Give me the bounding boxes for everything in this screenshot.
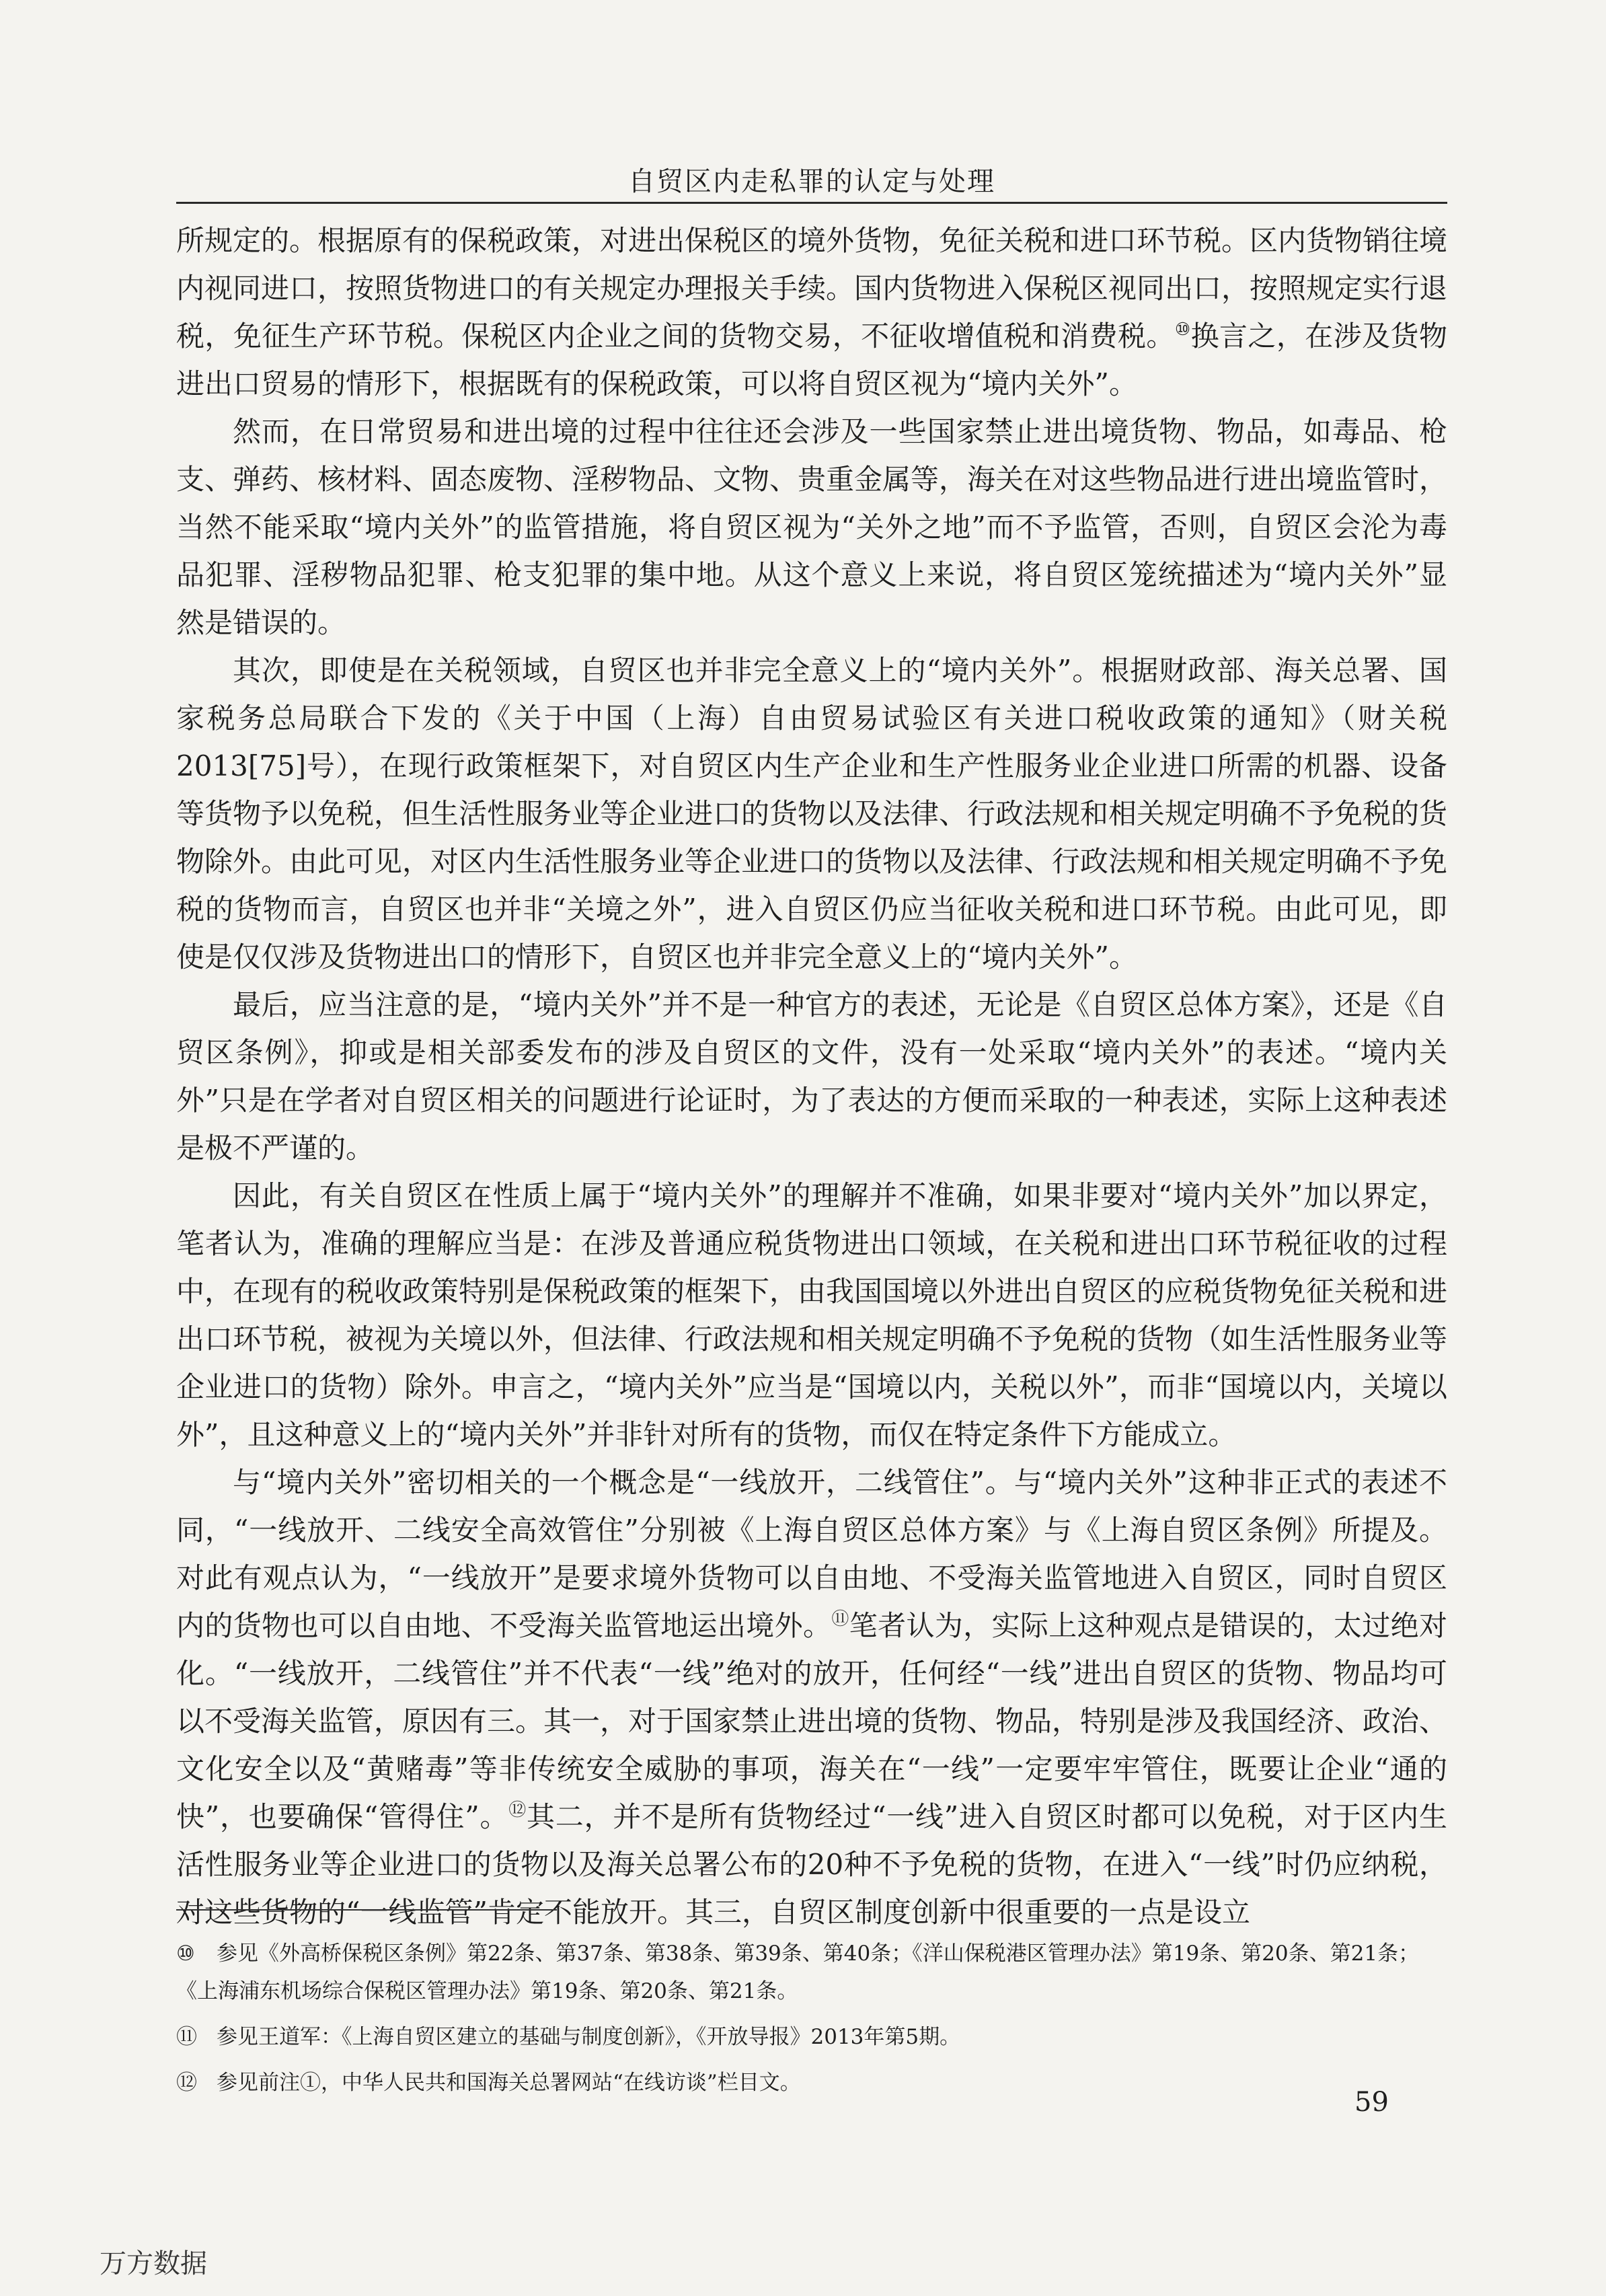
paragraph-text: 笔者认为，实际上这种观点是错误的，太过绝对化。“一线放开，二线管住”并不代表“一线”绝对的放开，任何经“一线”进出自贸区的货物、物品均可以不受海关监管，原因有三。其一，对于国家禁止进出境的货物、物品，特别是涉及我国经济、政治、文化安全以及“黄赌毒”等非传统安全威胁的事项，海关在“一线”一定要牢牢管住，既要让企业“通的快”，也要确保“管得住”。	[176, 1609, 1448, 1833]
header-rule	[176, 202, 1447, 204]
paragraph	[176, 408, 1447, 646]
paragraph-text: 换言之，在涉及货物进出口贸易的情形下，根据既有的保税政策，可以将自贸区视为“境内关外”。	[176, 320, 1447, 400]
footnote	[176, 2064, 1447, 2102]
paragraph-text: 其二，并不是所有货物经过“一线”进入自贸区时都可以免税，对于区内生活性服务业等企业进口的货物以及海关总署公布的20种不予免税的货物，在进入“一线”时仍应纳税，对这些货物的“一线监管”肯定不能放开。其三，自贸区制度创新中很重要的一点是设立	[176, 1800, 1447, 1929]
footnote-text: 参见王道军：《上海自贸区建立的基础与制度创新》，《开放导报》2013年第5期。	[217, 2025, 961, 2049]
paragraph-text: 然而，在日常贸易和进出境的过程中往往还会涉及一些国家禁止进出境货物、物品，如毒品、枪支、弹药、核材料、固态废物、淫秽物品、文物、贵重金属等，海关在对这些物品进行进出境监管时，当然不能采取“境内关外”的监管措施，将自贸区视为“关外之地”而不予监管，否则，自贸区会沦为毒品犯罪、淫秽物品犯罪、枪支犯罪的集中地。从这个意义上来说，将自贸区笼统描述为“境内关外”显然是错误的。	[176, 415, 1448, 639]
footnote-ref[interactable]: ⑪	[831, 1609, 849, 1629]
paragraph	[176, 1458, 1447, 1936]
footnote-mark: ⑪	[176, 2025, 197, 2049]
footnote-ref[interactable]: ⑩	[1174, 320, 1191, 340]
footnote-mark: ⑫	[176, 2071, 197, 2095]
paragraph-text: 因此，有关自贸区在性质上属于“境内关外”的理解并不准确，如果非要对“境内关外”加以界定，笔者认为，准确的理解应当是：在涉及普通应税货物进出口领域，在关税和进出口环节税征收的过程中，在现有的税收政策特别是保税政策的框架下，由我国国境以外进出自贸区的应税货物免征关税和进出口环节税，被视为关境以外，但法律、行政法规和相关规定明确不予免税的货物（如生活性服务业等企业进口的货物）除外。申言之，“境内关外”应当是“国境以内，关税以外”，而非“国境以内，关境以外”，且这种意义上的“境内关外”并非针对所有的货物，而仅在特定条件下方能成立。	[176, 1179, 1448, 1451]
page-number: 59	[1354, 2087, 1389, 2118]
paragraph	[176, 981, 1447, 1172]
footnote	[176, 2018, 1447, 2056]
paragraph-text: 与“境内关外”密切相关的一个概念是“一线放开，二线管住”。与“境内关外”这种非正式的表述不同，“一线放开、二线安全高效管住”分别被《上海自贸区总体方案》与《上海自贸区条例》所提及。对此有观点认为，“一线放开”是要求境外货物可以自由地、不受海关监管地进入自贸区，同时自贸区内的货物也可以自由地、不受海关监管地运出境外。	[176, 1466, 1447, 1642]
footnote-rule	[176, 1909, 557, 1911]
footnotes	[176, 1935, 1447, 2110]
footnote-text: 参见前注①，中华人民共和国海关总署网站“在线访谈”栏目文。	[217, 2071, 801, 2095]
body-text	[176, 217, 1447, 1936]
paragraph	[176, 646, 1447, 981]
paragraph	[176, 1172, 1447, 1458]
paragraph	[176, 217, 1447, 408]
footnote-text: 参见《外高桥保税区条例》第22条、第37条、第38条、第39条、第40条；《洋山保税港区管理办法》第19条、第20条、第21条；《上海浦东机场综合保税区管理办法》第19条、第20条、第21条。	[176, 1941, 1420, 2003]
running-head: 自贸区内走私罪的认定与处理	[628, 166, 995, 197]
footnote-mark: ⑩	[176, 1941, 195, 1966]
paragraph-text: 最后，应当注意的是，“境内关外”并不是一种官方的表述，无论是《自贸区总体方案》，还是《自贸区条例》，抑或是相关部委发布的涉及自贸区的文件，没有一处采取“境内关外”的表述。“境内关外”只是在学者对自贸区相关的问题进行论证时，为了表达的方便而采取的一种表述，实际上这种表述是极不严谨的。	[176, 988, 1447, 1164]
footnote-ref[interactable]: ⑫	[508, 1800, 527, 1820]
footnote	[176, 1935, 1447, 2010]
paragraph-text: 所规定的。根据原有的保税政策，对进出保税区的境外货物，免征关税和进口环节税。区内货物销往境内视同进口，按照货物进口的有关规定办理报关手续。国内货物进入保税区视同出口，按照规定实行退税，免征生产环节税。保税区内企业之间的货物交易，不征收增值税和消费税。	[176, 224, 1448, 353]
paragraph-text: 其次，即使是在关税领域，自贸区也并非完全意义上的“境内关外”。根据财政部、海关总署、国家税务总局联合下发的《关于中国（上海）自由贸易试验区有关进口税收政策的通知》（财关税2013[75]号），在现行政策框架下，对自贸区内生产企业和生产性服务业企业进口所需的机器、设备等货物予以免税，但生活性服务业等企业进口的货物以及法律、行政法规和相关规定明确不予免税的货物除外。由此可见，对区内生活性服务业等企业进口的货物以及法律、行政法规和相关规定明确不予免税的货物而言，自贸区也并非“关境之外”，进入自贸区仍应当征收关税和进口环节税。由此可见，即使是仅仅涉及货物进出口的情形下，自贸区也并非完全意义上的“境内关外”。	[176, 654, 1448, 973]
watermark: 万方数据	[100, 2248, 207, 2279]
